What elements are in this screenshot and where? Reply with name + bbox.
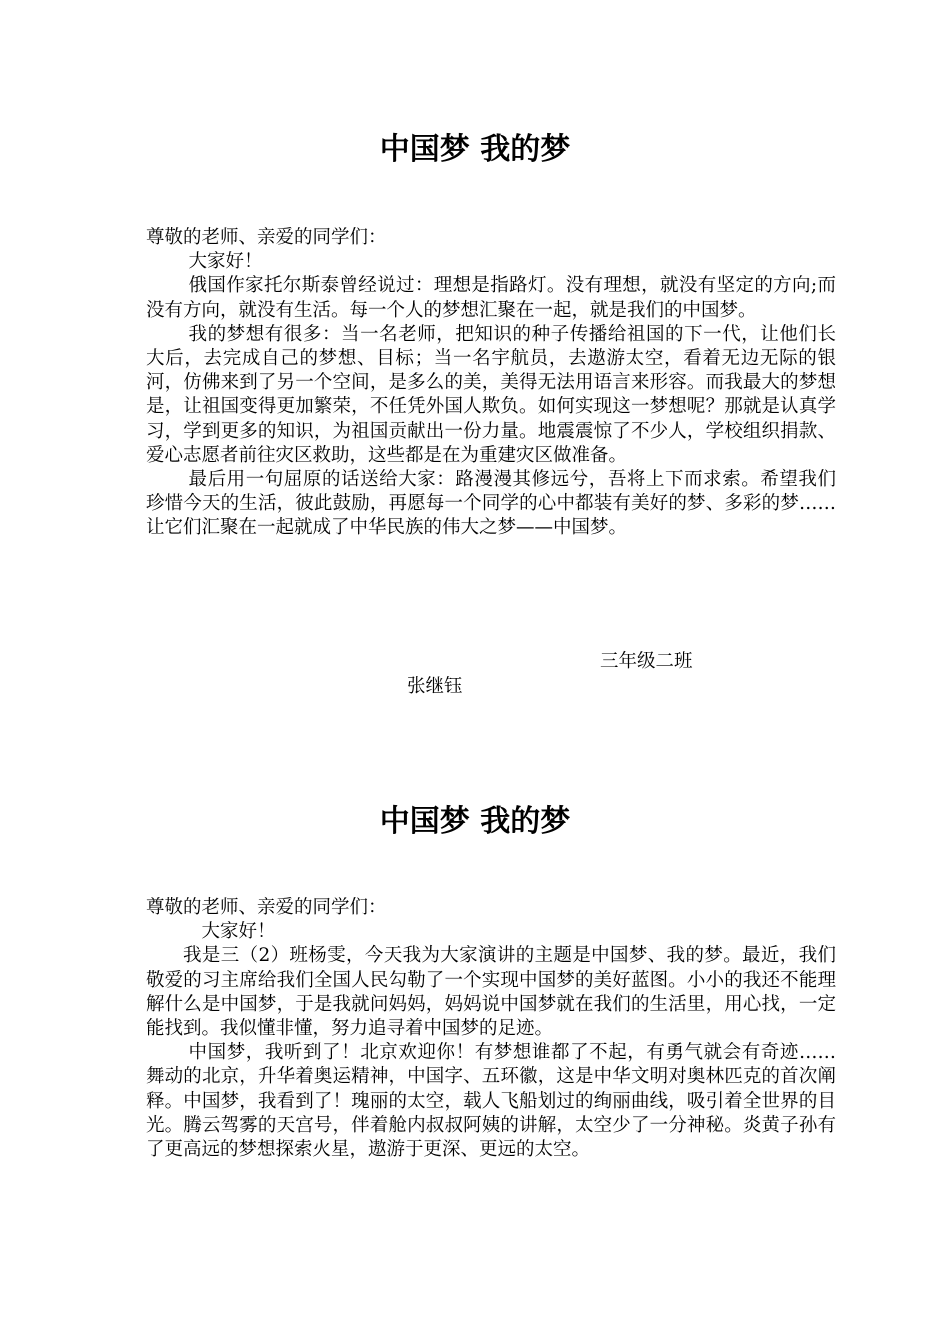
speech2-greeting: 大家好！ [201, 921, 276, 943]
speech1-body [146, 226, 836, 541]
speech1-class-name: 三年级二班 [600, 651, 693, 672]
speech1-paragraph: 俄国作家托尔斯泰曾经说过：理想是指路灯。没有理想，就没有坚定的方向;而没有方向，就没有生活。每一个人的梦想汇聚在一起，就是我们的中国梦。 [146, 275, 836, 321]
speech1-author: 张继钰 [407, 676, 463, 697]
speech1-paragraph: 最后用一句屈原的话送给大家：路漫漫其修远兮，吾将上下而求索。希望我们珍惜今天的生活，彼此鼓励，再愿每一个同学的心中都装有美好的梦、多彩的梦……让它们汇聚在一起就成了中华民族的伟大之梦——中国梦。 [146, 469, 836, 539]
speech2-body [146, 896, 836, 1162]
speech2-salutation: 尊敬的老师、亲爱的同学们： [146, 897, 387, 918]
speech2-title: 中国梦 我的梦 [379, 804, 571, 839]
speech2-paragraph: 中国梦，我听到了！北京欢迎你！有梦想谁都了不起，有勇气就会有奇迹……舞动的北京，升华着奥运精神，中国字、五环徽，这是中华文明对奥林匹克的首次阐释。中国梦，我看到了！瑰丽的太空，载人飞船划过的绚丽曲线，吸引着全世界的目光。腾云驾雾的天宫号，伴着舱内叔叔阿姨的讲解，太空少了一分神秘。炎黄子孙有了更高远的梦想探索火星，遨游于更深、更远的太空。 [146, 1042, 836, 1161]
speech1-greeting: 大家好！ [188, 251, 263, 273]
speech1-salutation: 尊敬的老师、亲爱的同学们： [146, 227, 387, 248]
speech1-title: 中国梦 我的梦 [379, 132, 571, 167]
speech1-paragraph: 我的梦想有很多：当一名老师，把知识的种子传播给祖国的下一代，让他们长大后，去完成自己的梦想、目标；当一名宇航员，去遨游太空，看着无边无际的银河，仿佛来到了另一个空间，是多么的美，美得无法用语言来形容。而我最大的梦想是，让祖国变得更加繁荣，不任凭外国人欺负。如何实现这一梦想呢？那就是认真学习，学到更多的知识，为祖国贡献出一份力量。地震震惊了不少人，学校组织捐款、爱心志愿者前往灾区救助，这些都是在为重建灾区做准备。 [146, 323, 836, 466]
speech2-paragraph: 我是三（2）班杨雯，今天我为大家演讲的主题是中国梦、我的梦。最近，我们敬爱的习主席给我们全国人民勾勒了一个实现中国梦的美好蓝图。小小的我还不能理解什么是中国梦，于是我就问妈妈，妈妈说中国梦就在我们的生活里，用心找，一定能找到。我似懂非懂，努力追寻着中国梦的足迹。 [146, 945, 836, 1040]
